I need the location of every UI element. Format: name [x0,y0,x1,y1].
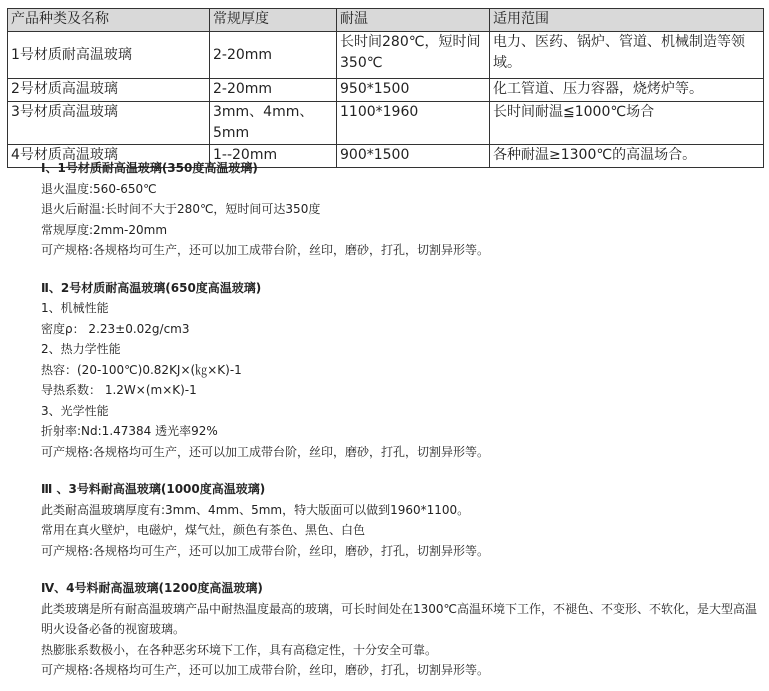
col-header-thickness: 常规厚度 [210,9,337,32]
section-line: 常规厚度:2mm-20mm [41,222,168,237]
section-line: 1、机械性能 [41,301,109,315]
section-type-3 [41,479,765,561]
table-row [8,79,764,102]
section-line: 密度ρ： 2.23±0.02g/cm3 [41,321,190,336]
section-line: 3、光学性能 [41,403,109,418]
cell-product: 1号材质耐高温玻璃 [8,32,210,79]
cell-product: 4号材质高温玻璃 [8,145,210,168]
spec-table [7,8,764,168]
section-type-4 [41,578,765,681]
section-line: 此类玻璃是所有耐高温玻璃产品中耐热温度最高的玻璃，可长时间处在1300℃高温环境下工作，不褪色、不变形、不软化，是大型高温明火设备必备的视窗玻璃。 [41,601,758,636]
table-header-row [8,9,764,32]
section-line: 退火温度:560-650℃ [41,181,157,196]
cell-application: 电力、医药、锅炉、管道、机械制造等领域。 [490,32,764,79]
section-line: 2、热力学性能 [41,342,121,356]
cell-temperature: 1100*1960 [337,102,490,145]
section-line: 折射率:Nd:1.47384 透光率92% [41,424,218,438]
section-line: 可产规格:各规格均可生产，还可以加工成带台阶，丝印，磨砂，打孔，切割异形等。 [41,663,490,677]
cell-application: 化工管道、压力容器，烧烤炉等。 [490,79,764,102]
section-line: 热膨胀系数极小，在各种恶劣环境下工作，具有高稳定性，十分安全可靠。 [41,642,438,657]
section-line: 可产规格:各规格均可生产，还可以加工成带台阶，丝印，磨砂，打孔，切割异形等。 [41,444,490,459]
section-title: Ⅱ、2号材质耐高温玻璃(650度高温玻璃) [41,280,262,295]
cell-thickness: 2-20mm [210,32,337,79]
table-row [8,102,764,145]
col-header-product: 产品种类及名称 [8,9,210,32]
cell-application: 长时间耐温≦1000℃场合 [490,102,764,145]
cell-thickness: 3mm、4mm、5mm [210,102,337,145]
section-line: 此类耐高温玻璃厚度有:3mm、4mm、5mm，特大版面可以做到1960*1100。 [41,502,470,517]
section-line: 可产规格:各规格均可生产，还可以加工成带台阶，丝印，磨砂，打孔，切割异形等。 [41,543,490,558]
section-title: Ⅳ、4号料耐高温玻璃(1200度高温玻璃) [41,581,263,595]
cell-thickness: 2-20mm [210,79,337,102]
section-line: 热容：(20-100℃)0.82KJ×(㎏×K)-1 [41,362,242,377]
section-title: Ⅰ、1号材质耐高温玻璃(350度高温玻璃) [41,161,258,175]
cell-temperature: 长时间280℃，短时间350℃ [337,32,490,79]
section-line: 导热系数： 1.2W×(m×K)-1 [41,383,197,397]
spec-sections [41,158,765,681]
section-type-1 [41,158,765,261]
section-title: Ⅲ 、3号料耐高温玻璃(1000度高温玻璃) [41,482,266,496]
cell-application: 各种耐温≥1300℃的高温场合。 [490,145,764,168]
cell-thickness: 1--20mm [210,145,337,168]
cell-product: 3号材质高温玻璃 [8,102,210,145]
table-row [8,32,764,79]
section-type-2 [41,278,765,463]
section-line: 可产规格:各规格均可生产，还可以加工成带台阶，丝印，磨砂，打孔，切割异形等。 [41,243,490,257]
section-line: 退火后耐温:长时间不大于280℃，短时间可达350度 [41,202,321,216]
cell-temperature: 900*1500 [337,145,490,168]
col-header-temperature: 耐温 [337,9,490,32]
section-line: 常用在真火壁炉，电磁炉，煤气灶，颜色有茶色、黑色、白色 [41,523,366,537]
cell-product: 2号材质高温玻璃 [8,79,210,102]
col-header-application: 适用范围 [490,9,764,32]
cell-temperature: 950*1500 [337,79,490,102]
